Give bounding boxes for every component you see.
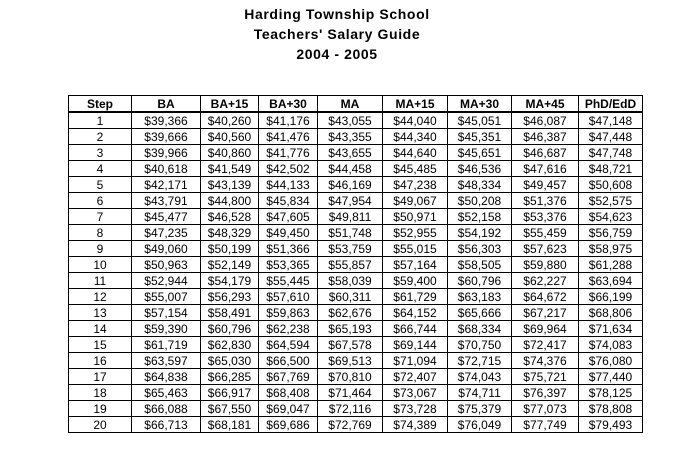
salary-cell: $50,608 — [579, 177, 643, 193]
salary-cell: $74,043 — [448, 369, 512, 385]
salary-cell: $52,149 — [201, 257, 259, 273]
salary-cell: $41,549 — [201, 161, 259, 177]
salary-cell: $59,400 — [383, 273, 448, 289]
salary-cell: $65,666 — [448, 305, 512, 321]
table-row — [69, 193, 643, 209]
salary-cell: $70,810 — [318, 369, 383, 385]
salary-cell: $54,179 — [201, 273, 259, 289]
salary-cell: $49,067 — [383, 193, 448, 209]
salary-cell: $65,193 — [318, 321, 383, 337]
table-row — [69, 305, 643, 321]
salary-cell: $44,458 — [318, 161, 383, 177]
table-row — [69, 209, 643, 225]
salary-cell: $52,955 — [383, 225, 448, 241]
salary-cell: $63,597 — [132, 353, 201, 369]
salary-cell: $39,366 — [132, 112, 201, 129]
salary-cell: $66,744 — [383, 321, 448, 337]
salary-cell: $77,440 — [579, 369, 643, 385]
column-header: PhD/EdD — [579, 96, 643, 113]
step-cell: 10 — [69, 257, 132, 273]
document-header — [0, 4, 674, 64]
table-row — [69, 289, 643, 305]
salary-cell: $40,860 — [201, 145, 259, 161]
salary-cell: $39,666 — [132, 129, 201, 145]
salary-cell: $76,080 — [579, 353, 643, 369]
table-row — [69, 273, 643, 289]
salary-cell: $44,133 — [259, 177, 318, 193]
salary-cell: $71,094 — [383, 353, 448, 369]
step-cell: 7 — [69, 209, 132, 225]
salary-cell: $77,749 — [512, 417, 579, 433]
salary-cell: $72,417 — [512, 337, 579, 353]
salary-cell: $56,293 — [201, 289, 259, 305]
step-cell: 18 — [69, 385, 132, 401]
salary-cell: $57,154 — [132, 305, 201, 321]
salary-cell: $78,125 — [579, 385, 643, 401]
column-header: MA — [318, 96, 383, 113]
salary-cell: $43,055 — [318, 112, 383, 129]
salary-cell: $40,260 — [201, 112, 259, 129]
step-cell: 9 — [69, 241, 132, 257]
salary-cell: $60,796 — [448, 273, 512, 289]
salary-cell: $49,450 — [259, 225, 318, 241]
salary-cell: $42,171 — [132, 177, 201, 193]
salary-cell: $52,158 — [448, 209, 512, 225]
step-cell: 1 — [69, 112, 132, 129]
school-name: Harding Township School — [244, 6, 430, 22]
salary-cell: $46,536 — [448, 161, 512, 177]
salary-cell: $74,083 — [579, 337, 643, 353]
table-row — [69, 321, 643, 337]
salary-cell: $51,748 — [318, 225, 383, 241]
salary-cell: $44,340 — [383, 129, 448, 145]
salary-cell: $67,578 — [318, 337, 383, 353]
salary-cell: $51,376 — [512, 193, 579, 209]
salary-cell: $75,379 — [448, 401, 512, 417]
salary-cell: $68,806 — [579, 305, 643, 321]
salary-cell: $42,502 — [259, 161, 318, 177]
salary-cell: $58,039 — [318, 273, 383, 289]
table-row — [69, 257, 643, 273]
salary-cell: $62,238 — [259, 321, 318, 337]
column-header: MA+15 — [383, 96, 448, 113]
salary-cell: $62,830 — [201, 337, 259, 353]
salary-cell: $52,575 — [579, 193, 643, 209]
table-row — [69, 369, 643, 385]
salary-cell: $66,199 — [579, 289, 643, 305]
step-cell: 8 — [69, 225, 132, 241]
salary-cell: $50,199 — [201, 241, 259, 257]
step-cell: 5 — [69, 177, 132, 193]
salary-cell: $40,560 — [201, 129, 259, 145]
step-cell: 12 — [69, 289, 132, 305]
salary-cell: $59,863 — [259, 305, 318, 321]
step-cell: 17 — [69, 369, 132, 385]
table-row — [69, 161, 643, 177]
table-row — [69, 337, 643, 353]
salary-cell: $56,303 — [448, 241, 512, 257]
salary-cell: $62,227 — [512, 273, 579, 289]
salary-table-body — [69, 112, 643, 433]
salary-cell: $43,791 — [132, 193, 201, 209]
salary-cell: $71,464 — [318, 385, 383, 401]
salary-cell: $47,605 — [259, 209, 318, 225]
salary-cell: $48,329 — [201, 225, 259, 241]
salary-cell: $43,655 — [318, 145, 383, 161]
salary-cell: $65,030 — [201, 353, 259, 369]
salary-cell: $55,459 — [512, 225, 579, 241]
salary-cell: $55,015 — [383, 241, 448, 257]
salary-cell: $47,954 — [318, 193, 383, 209]
salary-cell: $59,880 — [512, 257, 579, 273]
salary-cell: $68,408 — [259, 385, 318, 401]
salary-cell: $55,445 — [259, 273, 318, 289]
salary-cell: $74,389 — [383, 417, 448, 433]
salary-cell: $54,623 — [579, 209, 643, 225]
column-header: MA+30 — [448, 96, 512, 113]
table-row — [69, 112, 643, 129]
salary-cell: $46,087 — [512, 112, 579, 129]
salary-cell: $67,769 — [259, 369, 318, 385]
salary-cell: $41,476 — [259, 129, 318, 145]
salary-cell: $45,477 — [132, 209, 201, 225]
salary-cell: $79,493 — [579, 417, 643, 433]
column-header: BA+15 — [201, 96, 259, 113]
salary-cell: $48,334 — [448, 177, 512, 193]
salary-cell: $47,448 — [579, 129, 643, 145]
salary-cell: $50,208 — [448, 193, 512, 209]
table-row — [69, 225, 643, 241]
salary-cell: $49,060 — [132, 241, 201, 257]
salary-cell: $47,748 — [579, 145, 643, 161]
salary-cell: $74,711 — [448, 385, 512, 401]
salary-cell: $45,051 — [448, 112, 512, 129]
salary-cell: $54,192 — [448, 225, 512, 241]
salary-cell: $76,397 — [512, 385, 579, 401]
step-cell: 2 — [69, 129, 132, 145]
salary-cell: $49,457 — [512, 177, 579, 193]
salary-cell: $41,776 — [259, 145, 318, 161]
salary-cell: $68,181 — [201, 417, 259, 433]
salary-cell: $61,719 — [132, 337, 201, 353]
salary-cell: $64,594 — [259, 337, 318, 353]
salary-cell: $66,088 — [132, 401, 201, 417]
salary-table-header — [69, 96, 643, 113]
salary-cell: $55,007 — [132, 289, 201, 305]
salary-cell: $44,040 — [383, 112, 448, 129]
table-row — [69, 241, 643, 257]
salary-cell: $69,144 — [383, 337, 448, 353]
salary-table — [68, 95, 643, 433]
salary-cell: $53,759 — [318, 241, 383, 257]
header-row — [69, 96, 643, 113]
table-row — [69, 353, 643, 369]
salary-cell: $64,838 — [132, 369, 201, 385]
salary-cell: $60,796 — [201, 321, 259, 337]
salary-cell: $52,944 — [132, 273, 201, 289]
table-row — [69, 417, 643, 433]
salary-cell: $59,390 — [132, 321, 201, 337]
salary-cell: $60,311 — [318, 289, 383, 305]
document-title: Teachers' Salary Guide — [253, 26, 421, 42]
salary-cell: $50,971 — [383, 209, 448, 225]
table-row — [69, 145, 643, 161]
salary-cell: $63,694 — [579, 273, 643, 289]
salary-cell: $66,500 — [259, 353, 318, 369]
salary-cell: $78,808 — [579, 401, 643, 417]
salary-cell: $69,964 — [512, 321, 579, 337]
salary-cell: $41,176 — [259, 112, 318, 129]
step-cell: 4 — [69, 161, 132, 177]
salary-cell: $46,687 — [512, 145, 579, 161]
salary-cell: $58,975 — [579, 241, 643, 257]
salary-cell: $71,634 — [579, 321, 643, 337]
salary-cell: $77,073 — [512, 401, 579, 417]
salary-cell: $68,334 — [448, 321, 512, 337]
salary-cell: $45,834 — [259, 193, 318, 209]
salary-cell: $45,351 — [448, 129, 512, 145]
salary-cell: $72,769 — [318, 417, 383, 433]
salary-cell: $57,610 — [259, 289, 318, 305]
salary-cell: $66,917 — [201, 385, 259, 401]
salary-cell: $64,152 — [383, 305, 448, 321]
salary-cell: $47,616 — [512, 161, 579, 177]
column-header: MA+45 — [512, 96, 579, 113]
table-row — [69, 129, 643, 145]
salary-cell: $43,355 — [318, 129, 383, 145]
salary-cell: $40,618 — [132, 161, 201, 177]
salary-cell: $63,183 — [448, 289, 512, 305]
step-cell: 15 — [69, 337, 132, 353]
salary-cell: $69,686 — [259, 417, 318, 433]
salary-cell: $66,713 — [132, 417, 201, 433]
step-cell: 13 — [69, 305, 132, 321]
salary-cell: $46,387 — [512, 129, 579, 145]
salary-cell: $56,759 — [579, 225, 643, 241]
salary-cell: $72,715 — [448, 353, 512, 369]
salary-cell: $65,463 — [132, 385, 201, 401]
salary-cell: $53,376 — [512, 209, 579, 225]
salary-cell: $61,729 — [383, 289, 448, 305]
salary-cell: $66,285 — [201, 369, 259, 385]
salary-cell: $50,963 — [132, 257, 201, 273]
salary-cell: $47,238 — [383, 177, 448, 193]
salary-cell: $47,235 — [132, 225, 201, 241]
salary-cell: $69,513 — [318, 353, 383, 369]
step-cell: 16 — [69, 353, 132, 369]
salary-cell: $51,366 — [259, 241, 318, 257]
school-year: 2004 - 2005 — [296, 46, 378, 62]
step-cell: 3 — [69, 145, 132, 161]
salary-cell: $76,049 — [448, 417, 512, 433]
salary-cell: $70,750 — [448, 337, 512, 353]
column-header: BA+30 — [259, 96, 318, 113]
salary-cell: $58,505 — [448, 257, 512, 273]
salary-cell: $43,139 — [201, 177, 259, 193]
table-row — [69, 385, 643, 401]
step-cell: 11 — [69, 273, 132, 289]
salary-cell: $69,047 — [259, 401, 318, 417]
step-cell: 20 — [69, 417, 132, 433]
salary-cell: $48,721 — [579, 161, 643, 177]
salary-cell: $46,169 — [318, 177, 383, 193]
step-cell: 14 — [69, 321, 132, 337]
salary-cell: $45,485 — [383, 161, 448, 177]
salary-cell: $67,217 — [512, 305, 579, 321]
salary-cell: $46,528 — [201, 209, 259, 225]
salary-cell: $39,966 — [132, 145, 201, 161]
salary-cell: $57,164 — [383, 257, 448, 273]
table-row — [69, 177, 643, 193]
salary-cell: $58,491 — [201, 305, 259, 321]
salary-cell: $62,676 — [318, 305, 383, 321]
salary-cell: $75,721 — [512, 369, 579, 385]
salary-cell: $45,651 — [448, 145, 512, 161]
salary-cell: $55,857 — [318, 257, 383, 273]
column-header: BA — [132, 96, 201, 113]
salary-cell: $74,376 — [512, 353, 579, 369]
salary-cell: $72,407 — [383, 369, 448, 385]
salary-cell: $72,116 — [318, 401, 383, 417]
salary-cell: $44,800 — [201, 193, 259, 209]
salary-cell: $53,365 — [259, 257, 318, 273]
salary-cell: $44,640 — [383, 145, 448, 161]
salary-cell: $61,288 — [579, 257, 643, 273]
table-row — [69, 401, 643, 417]
salary-cell: $73,728 — [383, 401, 448, 417]
salary-cell: $67,550 — [201, 401, 259, 417]
column-header: Step — [69, 96, 132, 113]
salary-cell: $57,623 — [512, 241, 579, 257]
salary-cell: $49,811 — [318, 209, 383, 225]
salary-cell: $64,672 — [512, 289, 579, 305]
salary-cell: $47,148 — [579, 112, 643, 129]
step-cell: 19 — [69, 401, 132, 417]
salary-cell: $73,067 — [383, 385, 448, 401]
step-cell: 6 — [69, 193, 132, 209]
